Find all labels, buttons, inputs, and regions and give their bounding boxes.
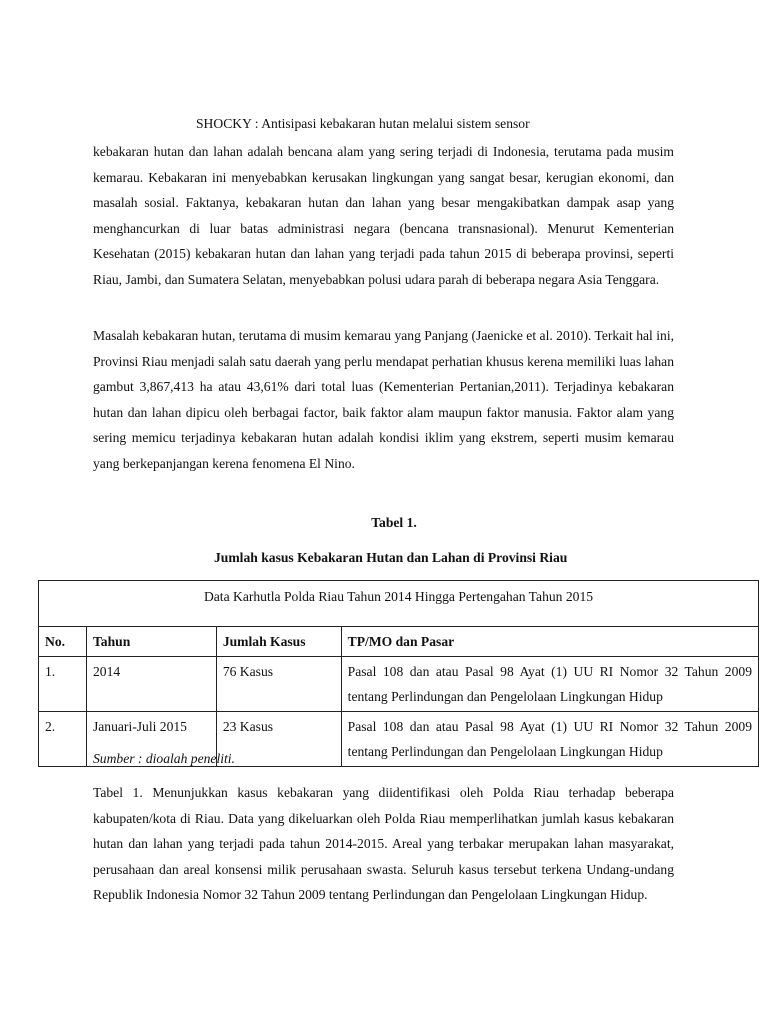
cell-tpmo: Pasal 108 dan atau Pasal 98 Ayat (1) UU RI Nomor 32 Tahun 2009 tentang Perlindungan dan Pengelolaan Lingkungan Hidup [341, 657, 758, 712]
cell-tahun: Januari-Juli 2015 [86, 712, 216, 767]
cell-tahun: 2014 [86, 657, 216, 712]
column-header-no: No. [39, 627, 87, 657]
source-note: Sumber : dioalah peneliti. [93, 751, 235, 766]
document-header: SHOCKY : Antisipasi kebakaran hutan melalui sistem sensor [196, 116, 530, 131]
paragraph-1: kebakaran hutan dan lahan adalah bencana alam yang sering terjadi di Indonesia, terutama pada musim kemarau. Kebakaran ini menyebabkan kerusakan lingkungan yang sangat besar, kerugian ekonomi, dan masalah sosial. Faktanya, kebakaran hutan dan lahan yang besar mengakibatkan dampak asap yang menghancurkan di luar batas administrasi negara (bencana transnasional). Menurut Kementerian Kesehatan (2015) kebakaran hutan dan lahan yang terjadi pada tahun 2015 di beberapa provinsi, seperti Riau, Jambi, dan Sumatera Selatan, menyebabkan polusi udara parah di beberapa negara Asia Tenggara. [93, 144, 674, 287]
cell-jumlah-kasus: 76 Kasus [216, 657, 341, 712]
table-header-row [39, 581, 759, 627]
karhutla-table [38, 580, 759, 767]
column-header-jumlah-kasus: Jumlah Kasus [216, 627, 341, 657]
paragraph-2: Masalah kebakaran hutan, terutama di musim kemarau yang Panjang (Jaenicke et al. 2010). Terkait hal ini, Provinsi Riau menjadi salah satu daerah yang perlu mendapat perhatian khusus kerena memiliki luas lahan gambut 3,867,413 ha atau 43,61% dari total luas (Kementerian Pertanian,2011). Terjadinya kebakaran hutan dan lahan dipicu oleh berbagai factor, baik faktor alam maupun faktor manusia. Faktor alam yang sering memicu terjadinya kebakaran hutan adalah kondisi iklim yang ekstrem, seperti musim kemarau yang berkepanjangan kerena fenomena El Nino. [93, 328, 674, 471]
paragraph-3: Tabel 1. Menunjukkan kasus kebakaran yang diidentifikasi oleh Polda Riau terhadap beberapa kabupaten/kota di Riau. Data yang dikeluarkan oleh Polda Riau memperlihatkan jumlah kasus kebakaran hutan dan lahan yang terjadi pada tahun 2014-2015. Areal yang terbakar merupakan lahan masyarakat, perusahaan dan areal konsensi milik perusahaan swasta. Seluruh kasus tersebut terkena Undang-undang Republik Indonesia Nomor 32 Tahun 2009 tentang Perlindungan dan Pengelolaan Lingkungan Hidup. [93, 785, 674, 903]
column-header-tpmo: TP/MO dan Pasar [341, 627, 758, 657]
table-header-cell: Data Karhutla Polda Riau Tahun 2014 Hingga Pertengahan Tahun 2015 [39, 581, 759, 627]
table-caption: Jumlah kasus Kebakaran Hutan dan Lahan di Provinsi Riau [214, 550, 568, 565]
column-header-tahun: Tahun [86, 627, 216, 657]
cell-no: 1. [39, 657, 87, 712]
cell-tpmo: Pasal 108 dan atau Pasal 98 Ayat (1) UU RI Nomor 32 Tahun 2009 tentang Perlindungan dan Pengelolaan Lingkungan Hidup [341, 712, 758, 767]
table-title: Tabel 1. [371, 515, 417, 530]
table-column-row [39, 627, 759, 657]
cell-jumlah-kasus: 23 Kasus [216, 712, 341, 767]
cell-no: 2. [39, 712, 87, 767]
table-row [39, 657, 759, 712]
